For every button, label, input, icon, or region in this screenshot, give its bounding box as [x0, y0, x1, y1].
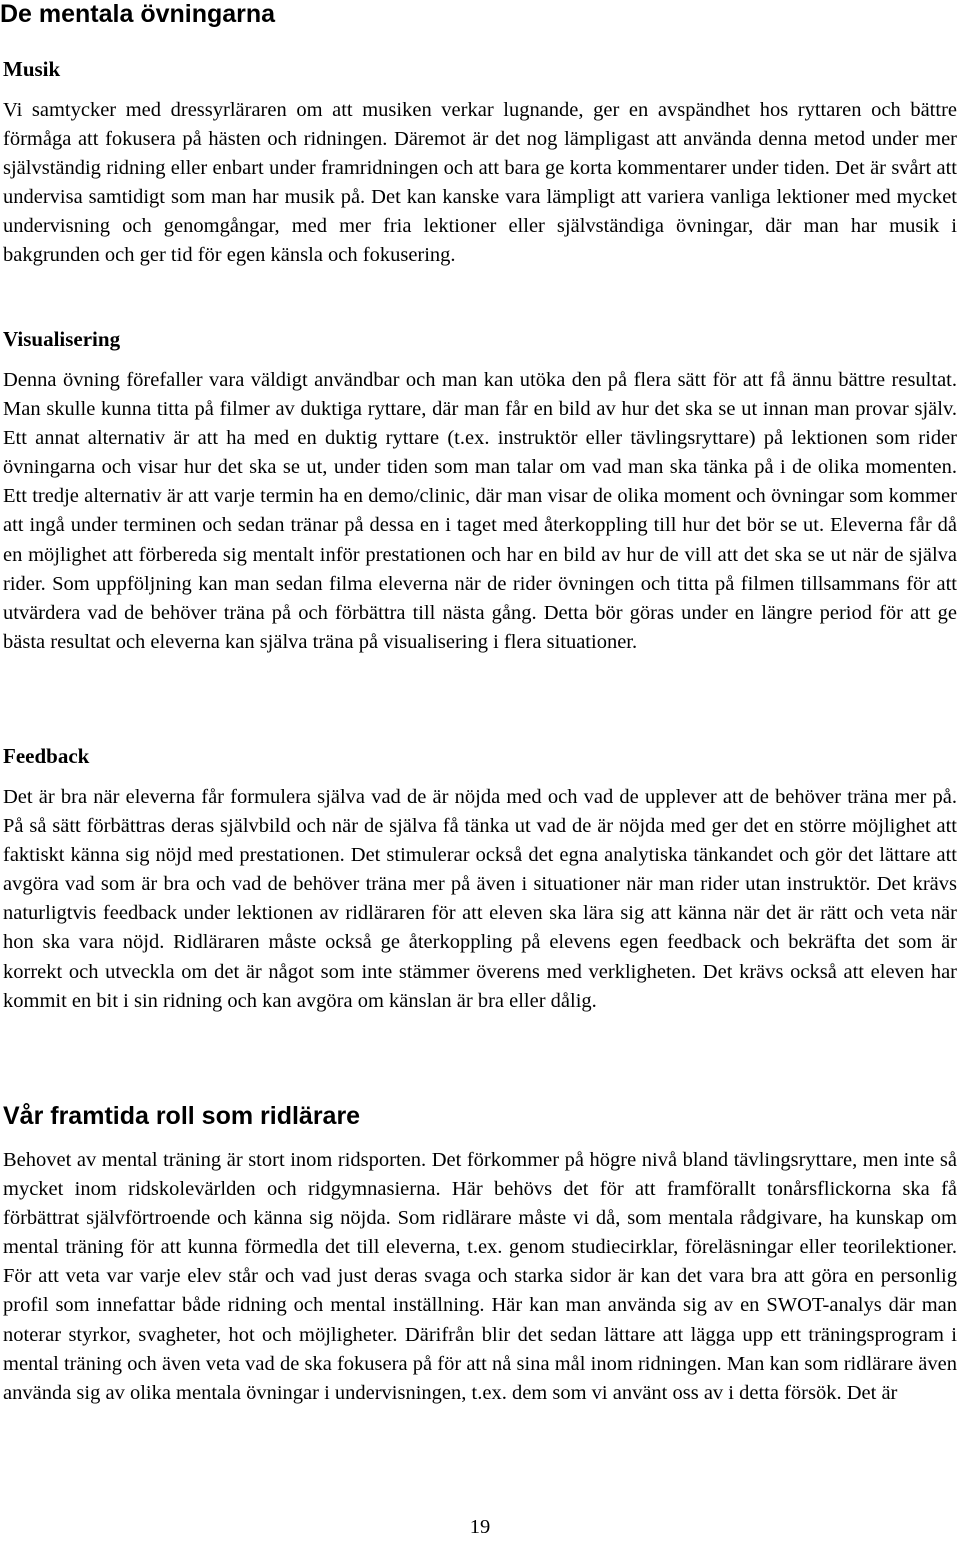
page-title: De mentala övningarna	[0, 0, 276, 28]
page-number: 19	[469, 1516, 491, 1538]
section-text-visualisering: Denna övning förefaller vara väldigt användbar och man kan utöka den på flera sätt för att få ännu bättre resultat. Man skulle kunna titta på filmer av duktiga ryttare, där man får en bild av hur det ska se ut innan man provar själv. Ett annat alternativ är att ha med en duktig ryttare (t.ex. instruktör eller tävlingsryttare) på lektionen som rider övningarna och visar hur det ska se ut, under tiden som man talar om vad man ska tänka på i de olika momenten. Ett tredje alternativ är att varje termin ha en demo/clinic, där man visar de olika moment och övningar som kommer att ingå under terminen och sedan tränar på dessa en i taget med återkoppling till hur det bör se ut. Eleverna får då en möjlighet att förbereda sig mentalt inför prestationen och har en bild av hur de vill att det ska se ut när de själva rider. Som uppföljning kan man sedan filma eleverna när de rider övningen och titta på filmen tillsammans för att utvärdera vad de behöver träna på och förbättra till nästa gång. Detta bör göras under en längre period för att ge bästa resultat och eleverna kan själva träna på visualisering i flera situationer.	[3, 369, 957, 653]
section-heading-musik: Musik	[3, 57, 61, 81]
section-text-feedback: Det är bra när eleverna får formulera själva vad de är nöjda med och vad de upplever att de behöver träna mer på. På så sätt förbättras deras självbild och när de själva få tänka ut vad de är nöjda med ger det en större möjlighet att faktiskt känna sig nöjd med prestationen. Det stimulerar också det egna analytiska tänkandet och gör det lättare att avgöra vad som är bra och vad de behöver träna mer på även i situationer när man rider utan instruktör. Det krävs naturligtvis feedback under lektionen av ridläraren för att eleven ska lära sig att känna när det är rätt och veta när hon ska vara nöjd. Ridläraren måste också ge återkoppling på elevens egen feedback och bekräfta det som är korrekt och utveckla om det är något som inte stämmer överens med verkligheten. Det krävs också att eleven har kommit en bit i sin ridning och kan avgöra om känslan är bra eller dålig.	[3, 786, 957, 1012]
section-text-musik: Vi samtycker med dressyrläraren om att musiken verkar lugnande, ger en avspändhet hos ryttaren och bättre förmåga att fokusera på hästen och ridningen. Däremot är det nog lämpligast att använda denna metod under mer självständig ridning eller enbart under framridningen och att bara ge korta kommentarer under tiden. Det är svårt att undervisa samtidigt som man har musik på. Det kan kanske vara lämpligt att variera vanliga lektioner med mycket undervisning och genomgångar, med mer fria lektioner eller självständiga övningar, där man har musik i bakgrunden och ger tid för egen känsla och fokusering.	[3, 99, 957, 267]
section-heading-future-role: Vår framtida roll som ridlärare	[3, 1102, 361, 1130]
section-heading-visualisering: Visualisering	[3, 327, 121, 351]
section-heading-feedback: Feedback	[3, 744, 90, 768]
section-text-future-role: Behovet av mental träning är stort inom ridsporten. Det förkommer på högre nivå bland tävlingsryttare, men inte så mycket inom ridskolevärlden och ridgymnasierna. Här behövs det för att framförallt tonårsflickorna ska få förbättrat självförtroende och känna sig nöjda. Som ridlärare måste vi då, som mentala rådgivare, ha kunskap om mental träning för att kunna förmedla det till eleverna, t.ex. genom studiecirklar, föreläsningar eller teorilektioner. För att veta var varje elev står och vad just deras svaga och starka sidor är kan det vara bra att göra en personlig profil som innefattar både ridning och mental inställning. Här kan man använda sig av en SWOT-analys där man noterar styrkor, svagheter, hot och möjligheter. Därifrån blir det sedan lättare att lägga upp ett träningsprogram i mental träning och även veta vad de ska fokusera på för att nå sina mål inom ridningen. Man kan som ridlärare även använda sig av olika mentala övningar i undervisningen, t.ex. dem som vi använt oss av i detta försök. Det är	[3, 1149, 957, 1404]
